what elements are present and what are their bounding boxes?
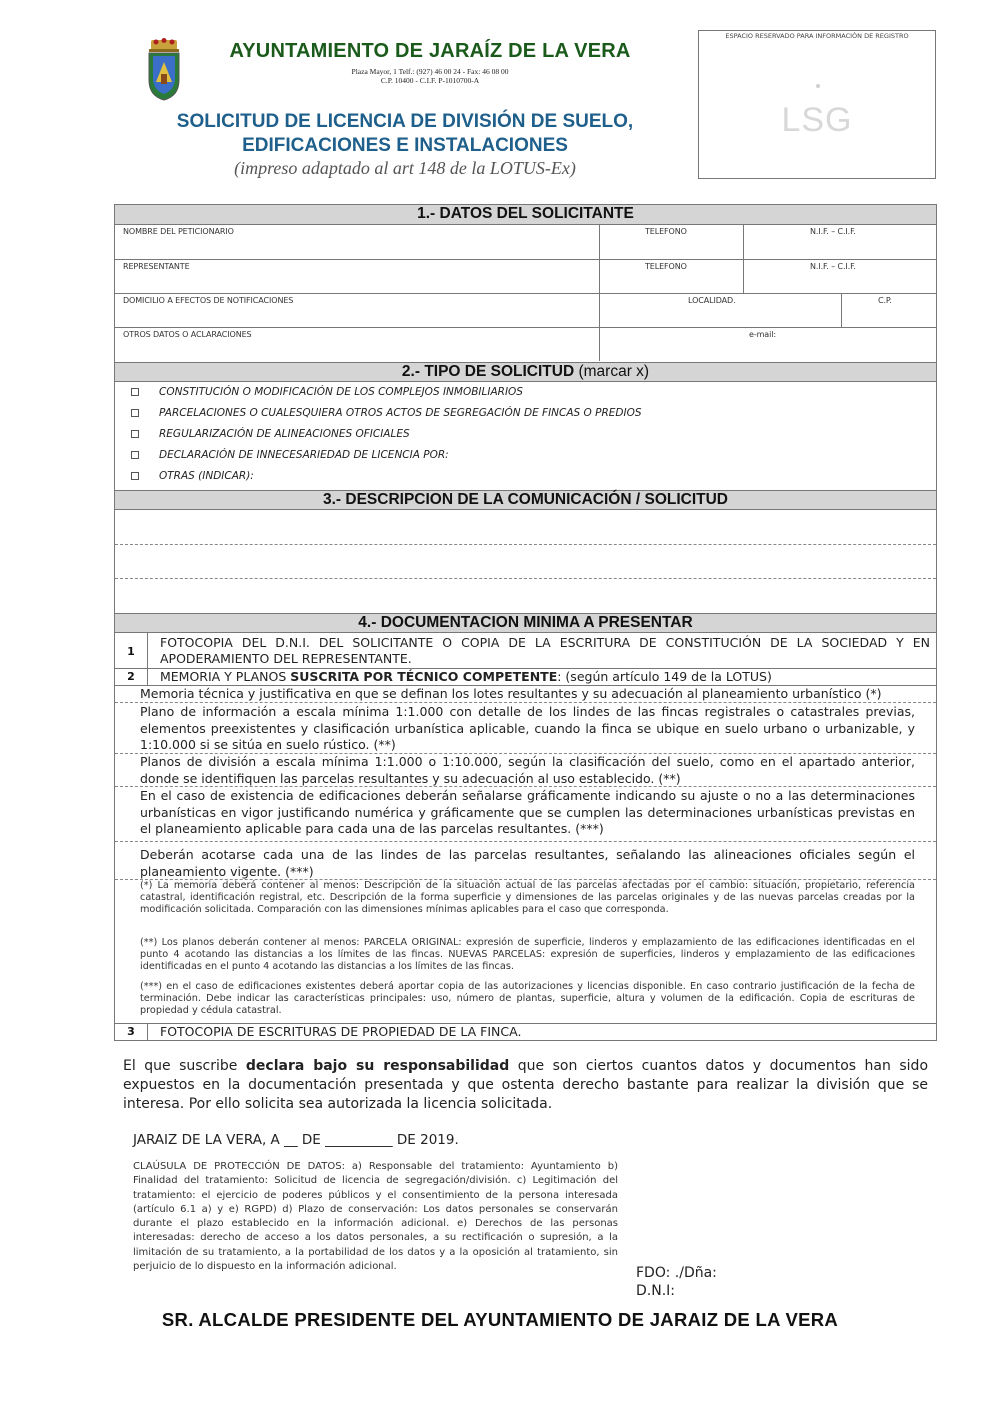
requirement-buildings: En el caso de existencia de edificaciones deberán señalarse gráficamente indicando su ajuste o no a las determinaciones urbanísticas en vigor justificando numérica y gráficamente que se cumplen las determinaciones urbanísticas previstas en el planeamiento aplicable para cada una de las parcelas resultantes. (***) (140, 788, 915, 836)
registry-stamp: LSG (781, 101, 853, 139)
form-title-line-2: EDIFICACIONES E INSTALACIONES (242, 135, 568, 156)
option-other[interactable]: OTRAS (INDICAR): (131, 466, 254, 486)
option-complex[interactable]: CONSTITUCIÓN O MODIFICACIÓN DE LOS COMPLEJOS INMOBILIARIOS (131, 382, 523, 402)
note-plans: (**) Los planos deberán contener al menos: PARCELA ORIGINAL: expresión de superficie, linderos y emplazamiento de las edificaciones identificadas en el punto 4 acotando las distancias a los límites de las fincas. NUEVAS PARCELAS: expresión de superficies, linderos y emplazamiento de las edificaciones identificadas en el punto 4 acotando las distancias a los límites de las fincas. (140, 937, 915, 972)
checkbox[interactable] (131, 472, 139, 480)
requirement-memoria: Memoria técnica y justificativa en que se definan los lotes resultantes y su adecuación al planeamiento urbanístico (*) (140, 686, 882, 701)
item-1-text: FOTOCOPIA DEL D.N.I. DEL SOLICITANTE O COPIA DE LA ESCRITURA DE CONSTITUCIÓN DE LA SOCIEDAD Y EN APODERAMIENTO DEL REPRESENTANTE. (160, 635, 930, 666)
dni-label: D.N.I: (636, 1283, 675, 1299)
privacy-clause: CLAÚSULA DE PROTECCIÓN DE DATOS: a) Responsable del tratamiento: Ayuntamiento b) Finalidad del tratamiento: Solicitud de licencia de segregación/división. c) Legitimación del tratamiento: el ejercicio de poderes públicos y el consentimiento de la persona interesada (artículo 6.1 a) y e) RGPD) d) Plazo de conservación: Los datos personales se conservarán durante el plazo establecido en la información adicional. e) Derechos de las personas interesadas: derecho de acceso a los datos personales, a su rectificación o supresión, a la limitación de su tratamiento, a la portabilidad de los datos y a la oposición al tratamiento, sin perjuicio de lo dispuesto en la información adicional. (133, 1161, 618, 1273)
option-alignments[interactable]: REGULARIZACIÓN DE ALINEACIONES OFICIALES (131, 424, 410, 444)
address-line-2: C.P. 10400 - C.I.F. P-1010700-A (380, 76, 480, 85)
requirement-boundaries: Deberán acotarse cada una de las lindes de las parcelas resultantes, señalando las alineaciones oficiales según el planeamiento vigente. (***) (140, 847, 915, 879)
item-2-number: 2 (127, 670, 135, 683)
application-form (114, 204, 937, 1041)
form-title (160, 110, 650, 158)
section-1-heading: 1.- DATOS DEL SOLICITANTE (115, 205, 936, 225)
description-area[interactable] (115, 510, 936, 612)
phone-field[interactable]: TELEFONO (645, 227, 687, 236)
representative-phone-field[interactable]: TELEFONO (645, 262, 687, 271)
option-unnecessary[interactable]: DECLARACIÓN DE INNECESARIEDAD DE LICENCIA POR: (131, 445, 449, 465)
address-field[interactable]: DOMICILIO A EFECTOS DE NOTIFICACIONES (123, 296, 294, 305)
representative-nif-field[interactable]: N.I.F. – C.I.F. (810, 262, 856, 271)
item-1-number: 1 (127, 645, 135, 658)
postal-code-field[interactable]: C.P. (878, 296, 892, 305)
section-4-heading: 4.- DOCUMENTACION MINIMA A PRESENTAR (115, 613, 936, 633)
item-2-text: MEMORIA Y PLANOS SUSCRITA POR TÉCNICO COMPETENTE: (según artículo 149 de la LOTUS) (160, 669, 772, 684)
nif-field[interactable]: N.I.F. – C.I.F. (810, 227, 856, 236)
declaration-text: El que suscribe declara bajo su responsabilidad que son ciertos cuantos datos y documentos han sido expuestos en la documentación presentada y que ostenta derecho bastante para realizar la división que se interesa. Por ello solicita sea autorizada la licencia solicitada. (123, 1058, 929, 1112)
locality-field[interactable]: LOCALIDAD. (688, 296, 736, 305)
email-field[interactable]: e-mail: (749, 330, 776, 339)
coat-of-arms-icon (143, 38, 185, 102)
requirement-division-plan: Planos de división a escala mínima 1:1.000 o 1:10.000, según la clasificación del suelo, como en el apartado anterior, donde se identifiquen las parcelas resultantes y su adecuación al uso establecido. (**) (140, 754, 915, 786)
note-buildings: (***) en el caso de edificaciones existentes deberá aportar copia de las autorizaciones y licencias disponible. En caso contrario justificación de la fecha de terminación. Debe indicar las características principales: uso, número de plantas, superficie, altura y volumen de la edificación. Copia de escrituras de propiedad y cédula catastral. (140, 981, 915, 1016)
section-2-heading: 2.- TIPO DE SOLICITUD (marcar x) (115, 362, 936, 382)
form-title-line-1: SOLICITUD DE LICENCIA DE DIVISIÓN DE SUELO, (176, 111, 634, 132)
signature-block[interactable] (636, 1264, 717, 1300)
signature-label: FDO: ./Dña: (636, 1265, 717, 1281)
representative-field[interactable]: REPRESENTANTE (123, 262, 190, 271)
option-parcel[interactable]: PARCELACIONES O CUALESQUIERA OTROS ACTOS DE SEGREGACIÓN DE FINCAS O PREDIOS (131, 403, 642, 423)
checkbox[interactable] (131, 430, 139, 438)
address-line-1: Plaza Mayor, 1 Telf.: (927) 46 00 24 - Fax: 46 08 00 (351, 67, 509, 76)
organization-address (215, 67, 645, 85)
checkbox[interactable] (131, 388, 139, 396)
section-3-heading: 3.- DESCRIPCION DE LA COMUNICACIÓN / SOLICITUD (115, 490, 936, 510)
registry-dot (816, 84, 820, 88)
item-3-number: 3 (127, 1025, 135, 1038)
date-line[interactable]: JARAIZ DE LA VERA, A __ DE __________ DE 2019. (133, 1132, 459, 1148)
registry-box (698, 30, 936, 179)
other-data-field[interactable]: OTROS DATOS O ACLARACIONES (123, 330, 252, 339)
checkbox[interactable] (131, 409, 139, 417)
item-3-text: FOTOCOPIA DE ESCRITURAS DE PROPIEDAD DE LA FINCA. (160, 1024, 522, 1039)
requirement-info-plan: Plano de información a escala mínima 1:1.000 con detalle de los lindes de las fincas registrales o catastrales previas, elementos preexistentes y clasificación urbanística aplicable, cuando la finca se ubique en suelo urbano o urbanizable, y 1:10.000 si se sitúa en suelo rústico. (**) (140, 704, 915, 752)
addressee: SR. ALCALDE PRESIDENTE DEL AYUNTAMIENTO DE JARAIZ DE LA VERA (161, 1309, 839, 1330)
checkbox[interactable] (131, 451, 139, 459)
petitioner-name-field[interactable]: NOMBRE DEL PETICIONARIO (123, 227, 234, 236)
note-memoria: (*) La memoria deberá contener al menos: Descripción de la situación actual de las parcelas afectadas por el cambio: situación, propietario, referencia catastral, identificación registral, etc. Descripción de la forma superficie y dimensiones de las parcelas originales y de las nuevas parcelas creadas por la modificación solicitada. Comparación con las dimensiones mínimas aplicables para el caso que corresponda. (140, 880, 915, 915)
organization-name: AYUNTAMIENTO DE JARAÍZ DE LA VERA (229, 40, 631, 62)
registry-label: ESPACIO RESERVADO PARA INFORMACIÓN DE REGISTRO (725, 32, 909, 40)
form-subtitle: (impreso adaptado al art 148 de la LOTUS-Ex) (234, 158, 576, 178)
